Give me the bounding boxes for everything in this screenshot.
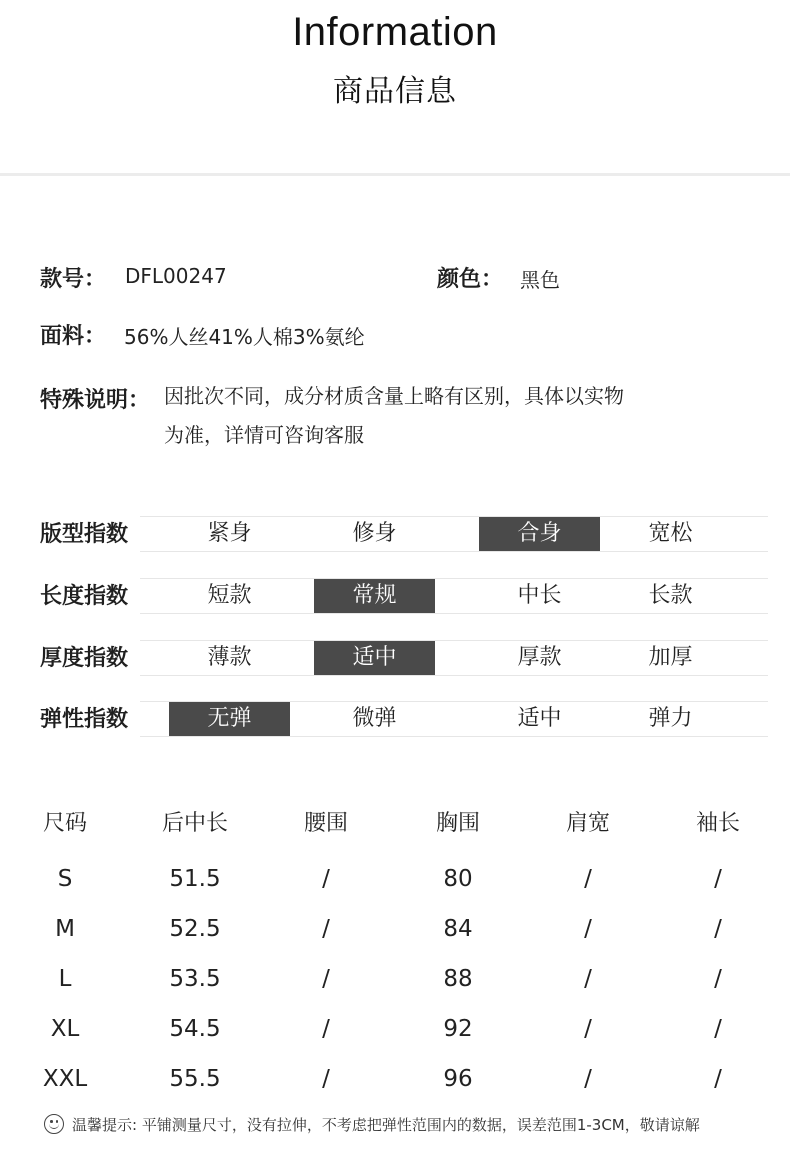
size-table-cell: XL [50,1016,80,1042]
style-no-label: 款号： [40,267,107,292]
page-title-cn: 商品信息 [333,74,457,109]
size-table-cell: / [714,966,722,992]
index-scale-row [140,516,768,552]
size-table-cell: / [322,966,330,992]
index-option-selected: 无弹 [169,702,290,736]
size-table-cell: / [584,1016,592,1042]
size-table-cell: / [714,866,722,892]
special-note-line-2: 为准，详情可咨询客服 [164,423,364,447]
size-table-cell: / [714,916,722,942]
size-table-cell: / [714,1016,722,1042]
index-option: 厚款 [517,645,562,670]
header-divider [0,173,790,176]
size-table-header: 袖长 [695,811,740,836]
index-scale-row [140,640,768,676]
index-scale-row [140,701,768,737]
page-title-en: Information [292,10,498,54]
size-table-header: 后中长 [161,811,228,836]
size-table-cell: / [584,1066,592,1092]
index-label: 长度指数 [40,584,129,609]
size-table-cell: 51.5 [169,866,221,892]
fabric-value: 56%人丝41%人棉3%氨纶 [124,325,365,349]
index-label: 版型指数 [40,522,129,547]
special-note-line-1: 因批次不同，成分材质含量上略有区别，具体以实物 [164,384,624,408]
color-value: 黑色 [520,268,560,292]
smile-icon [44,1114,64,1134]
size-table-cell: 92 [443,1016,473,1042]
size-table-cell: / [322,1066,330,1092]
size-table-cell: 52.5 [169,916,221,942]
index-option: 薄款 [207,645,252,670]
special-note-label: 特殊说明： [40,388,151,413]
index-option: 适中 [517,706,562,731]
index-option: 修身 [352,521,397,546]
size-table-cell: 54.5 [169,1016,221,1042]
size-table-header: 胸围 [435,811,480,836]
index-option: 加厚 [648,645,693,670]
size-table-cell: / [584,916,592,942]
index-label: 厚度指数 [40,646,129,671]
size-table-cell: / [584,966,592,992]
size-table-header: 尺码 [42,811,87,836]
size-table-cell: / [714,1066,722,1092]
measurement-tip: 温馨提示: 平铺测量尺寸，没有拉伸，不考虑把弹性范围内的数据，误差范围1-3CM，敬请谅解 [72,1116,700,1134]
index-option: 紧身 [207,521,252,546]
size-table-cell: / [584,866,592,892]
size-table-cell: L [58,966,72,992]
index-option: 微弹 [352,706,397,731]
index-option-selected: 适中 [314,641,435,675]
index-option-selected: 合身 [479,517,600,551]
style-no-value: DFL00247 [125,264,227,288]
index-option: 宽松 [648,521,693,546]
index-option: 短款 [207,583,252,608]
index-option: 长款 [648,583,693,608]
size-table-cell: / [322,1016,330,1042]
index-label: 弹性指数 [40,707,129,732]
index-option: 弹力 [648,706,693,731]
size-table-cell: 53.5 [169,966,221,992]
size-table-cell: 96 [443,1066,473,1092]
size-table-cell: S [57,866,73,892]
color-label: 颜色： [437,267,504,292]
size-table-cell: 84 [443,916,473,942]
size-table-cell: / [322,866,330,892]
size-table-header: 肩宽 [565,811,610,836]
size-table-header: 腰围 [303,811,348,836]
size-table-cell: XXL [42,1066,88,1092]
index-scale-row [140,578,768,614]
size-table-cell: M [55,916,75,942]
size-table-cell: / [322,916,330,942]
size-table-cell: 80 [443,866,473,892]
index-option-selected: 常规 [314,579,435,613]
size-table-cell: 55.5 [169,1066,221,1092]
fabric-label: 面料： [40,324,107,349]
size-table-cell: 88 [443,966,473,992]
index-option: 中长 [517,583,562,608]
